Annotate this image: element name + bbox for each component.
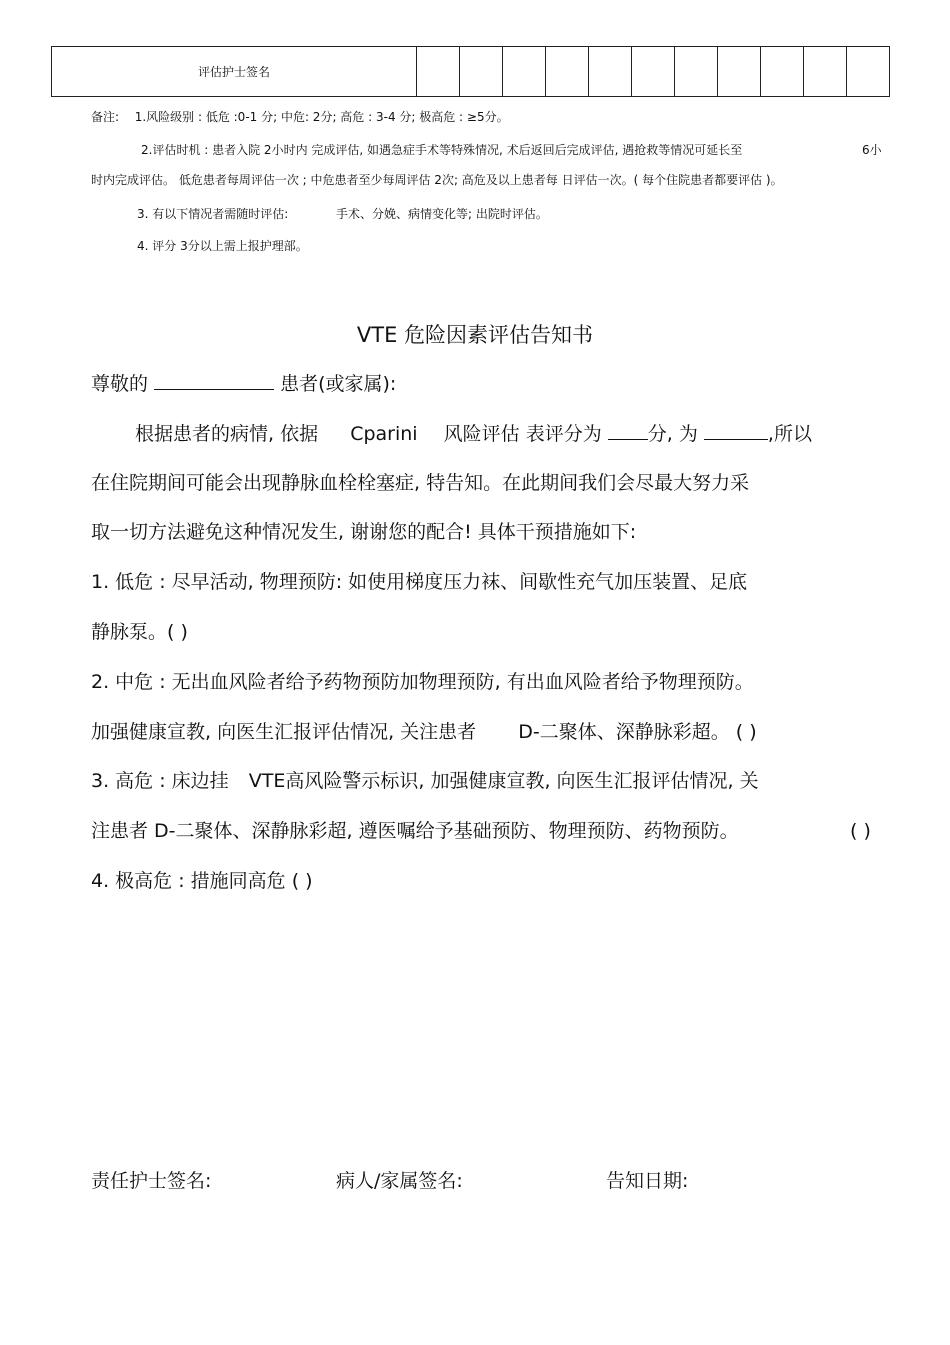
signature-cell[interactable]: [589, 47, 632, 97]
paragraph-text: 所以: [773, 423, 812, 445]
measure-high-line-2: 注患者 D-二聚体、深静脉彩超, 遵医嘱给予基础预防、物理预防、药物预防。: [91, 820, 739, 842]
signature-cell[interactable]: [632, 47, 675, 97]
measure-medium-line-2: [91, 720, 757, 744]
note-label: 备注:: [91, 110, 120, 124]
signature-cell[interactable]: [503, 47, 546, 97]
nurse-signature-label: 责任护士签名:: [91, 1170, 212, 1192]
note-line-3: [137, 207, 548, 221]
patient-name-blank[interactable]: [154, 371, 274, 390]
signature-cell[interactable]: [804, 47, 847, 97]
signature-cell[interactable]: [417, 47, 460, 97]
paragraph-line-1: [135, 421, 812, 446]
paragraph-line-3: 取一切方法避免这种情况发生, 谢谢您的配合! 具体干预措施如下:: [91, 521, 637, 543]
measure-text: 3. 高危 : 床边挂: [91, 770, 229, 792]
note-reassess-label: 3. 有以下情况者需随时评估:: [137, 207, 289, 221]
measure-very-high-line: 4. 极高危 : 措施同高危 ( ): [91, 870, 313, 892]
paragraph-text: 根据患者的病情, 依据: [135, 423, 319, 445]
note-line-4: 4. 评分 3分以上需上报护理部。: [137, 239, 308, 253]
note-timing: 2.评估时机 : 患者入院 2小时内 完成评估, 如遇急症手术等特殊情况, 术后返回后完成评估, 遇抢救等情况可延长至: [141, 143, 743, 157]
signature-cell[interactable]: [761, 47, 804, 97]
measure-low-line-1: 1. 低危 : 尽早活动, 物理预防: 如使用梯度压力袜、间歇性充气加压装置、足底: [91, 571, 748, 593]
note-line-1: [91, 110, 509, 124]
measure-text: VTE高风险警示标识, 加强健康宣教, 向医生汇报评估情况, 关: [248, 770, 759, 792]
measure-text: 加强健康宣教, 向医生汇报评估情况, 关注患者: [91, 721, 477, 743]
signature-cell[interactable]: [675, 47, 718, 97]
measure-high-checkbox[interactable]: ( ): [850, 820, 871, 842]
patient-signature-label: 病人/家属签名:: [336, 1170, 463, 1192]
measure-low-line-2: 静脉泵。( ): [91, 621, 188, 643]
signature-cell[interactable]: [847, 47, 890, 97]
measure-high-line-1: [91, 769, 759, 793]
note-line-2a: [141, 143, 742, 157]
greeting-suffix: 患者(或家属):: [280, 373, 397, 395]
score-blank[interactable]: [608, 421, 648, 440]
measure-medium-line-1: 2. 中危 : 无出血风险者给予药物预防加物理预防, 有出血风险者给予物理预防。: [91, 671, 754, 693]
note-line-2c: 时内完成评估。 低危患者每周评估一次 ; 中危患者至少每周评估 2次; 高危及以上患者每 日评估一次。( 每个住院患者都要评估 )。: [91, 173, 783, 187]
paragraph-line-2: 在住院期间可能会出现静脉血栓栓塞症, 特告知。在此期间我们会尽最大努力采: [91, 472, 750, 494]
paragraph-text: 风险评估 表评分为: [443, 423, 602, 445]
paragraph-scale-name: Cparini: [350, 423, 418, 445]
note-risk-levels: 1.风险级别 : 低危 :0-1 分; 中危: 2分; 高危 : 3-4 分; 极高危 : ≥5分。: [134, 110, 509, 124]
greeting-prefix: 尊敬的: [91, 373, 149, 395]
measure-text: D-二聚体、深静脉彩超。 ( ): [518, 721, 757, 743]
notice-date-label: 告知日期:: [606, 1170, 689, 1192]
page-title: VTE 危险因素评估告知书: [356, 323, 594, 347]
table-row: [52, 47, 890, 97]
signature-cell[interactable]: [718, 47, 761, 97]
greeting-line: [91, 371, 396, 396]
note-reassess-cases: 手术、分娩、病情变化等; 出院时评估。: [335, 207, 548, 221]
paragraph-comma: ,: [767, 423, 774, 445]
nurse-signature-table: [51, 46, 890, 97]
table-label-cell: 评估护士签名: [52, 47, 417, 97]
risk-level-blank[interactable]: [704, 421, 768, 440]
signature-cell[interactable]: [460, 47, 503, 97]
signature-cell[interactable]: [546, 47, 589, 97]
note-line-2b: 6小: [862, 143, 882, 157]
paragraph-text: 分, 为: [647, 423, 698, 445]
